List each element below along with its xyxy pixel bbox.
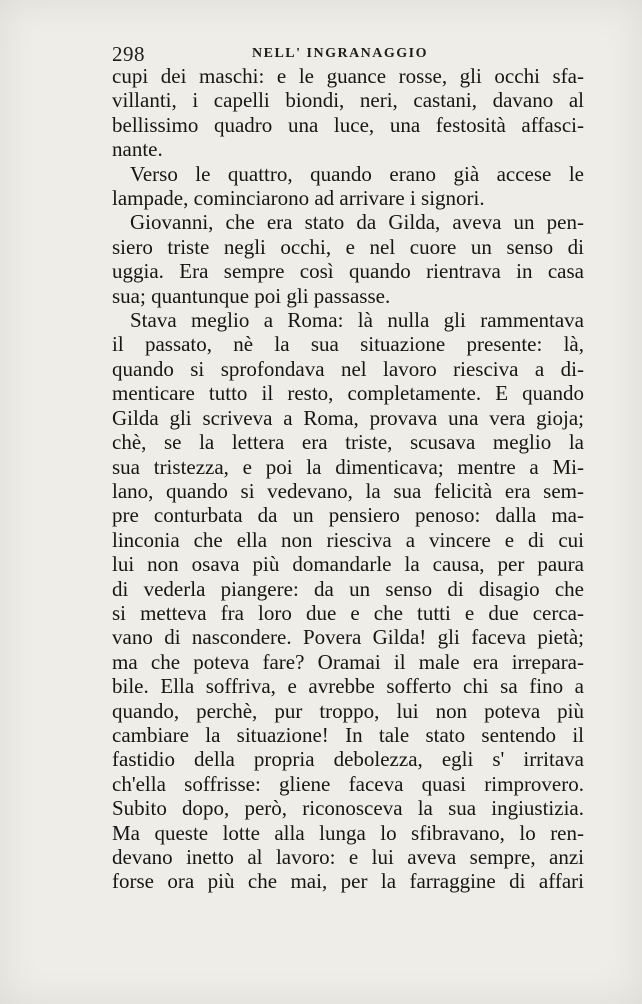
text-line: quando si sprofondava nel lavoro riesciva a di-: [112, 356, 584, 381]
text-line: quando, perchè, pur troppo, lui non poteva più: [112, 698, 584, 723]
page-number: 298: [112, 42, 145, 66]
text-line: forse ora più che mai, per la farraggine di affari: [112, 869, 584, 894]
text-line: lano, quando si vedevano, la sua felicità era sem-: [112, 478, 584, 503]
text-line: bile. Ella soffriva, e avrebbe sofferto chi sa fino a: [112, 674, 584, 699]
text-line: Gilda gli scriveva a Roma, provava una vera gioja;: [112, 405, 584, 430]
text-line: ma che poteva fare? Oramai il male era irrepara-: [112, 649, 584, 674]
text-line: linconia che ella non riesciva a vincere e di cui: [112, 527, 584, 552]
text-line: di vederla piangere: da un senso di disagio che: [112, 576, 584, 601]
text-line: Subito dopo, però, riconosceva la sua ingiustizia.: [112, 796, 584, 821]
text-line: nante.: [112, 137, 163, 162]
running-title: NELL' INGRANAGGIO: [252, 46, 429, 61]
text-line: uggia. Era sempre così quando rientrava in casa: [112, 259, 584, 284]
text-line: menticare tutto il resto, completamente. E quando: [112, 381, 584, 406]
text-line: chè, se la lettera era triste, scusava meglio la: [112, 430, 584, 455]
text-line: devano inetto al lavoro: e lui aveva sempre, anzi: [112, 845, 584, 869]
text-line: Stava meglio a Roma: là nulla gli rammentava: [130, 308, 584, 333]
body-text: [112, 64, 584, 894]
text-line: ch'ella soffrisse: gliene faceva quasi rimprovero.: [112, 771, 584, 796]
text-line: siero triste negli occhi, e nel cuore un senso di: [112, 234, 584, 259]
text-line: Verso le quattro, quando erano già accese le: [130, 161, 584, 186]
text-line: cupi dei maschi: e le guance rosse, gli occhi sfa-: [112, 64, 584, 88]
text-line: sua; quantunque poi gli passasse.: [112, 283, 391, 308]
text-line: vano di nascondere. Povera Gilda! gli faceva pietà;: [112, 625, 584, 650]
text-line: Ma queste lotte alla lunga lo sfibravano, lo ren-: [112, 820, 584, 845]
text-line: Giovanni, che era stato da Gilda, aveva un pen-: [130, 210, 584, 235]
text-line: sua tristezza, e poi la dimenticava; mentre a Mi-: [112, 454, 584, 479]
text-line: si metteva fra loro due e che tutti e due cerca-: [112, 600, 584, 625]
text-line: fastidio della propria debolezza, egli s' irritava: [112, 747, 584, 772]
text-line: bellissimo quadro una luce, una festosità affasci-: [112, 112, 584, 137]
text-line: lui non osava più domandarle la causa, per paura: [112, 552, 584, 577]
text-line: lampade, cominciarono ad arrivare i signori.: [112, 186, 485, 211]
text-line: villanti, i capelli biondi, neri, castani, davano al: [112, 88, 584, 113]
text-line: cambiare la situazione! In tale stato sentendo il: [112, 722, 584, 747]
text-line: pre conturbata da un pensiero penoso: dalla ma-: [112, 503, 584, 528]
text-line: il passato, nè la sua situazione presente: là,: [112, 332, 584, 357]
